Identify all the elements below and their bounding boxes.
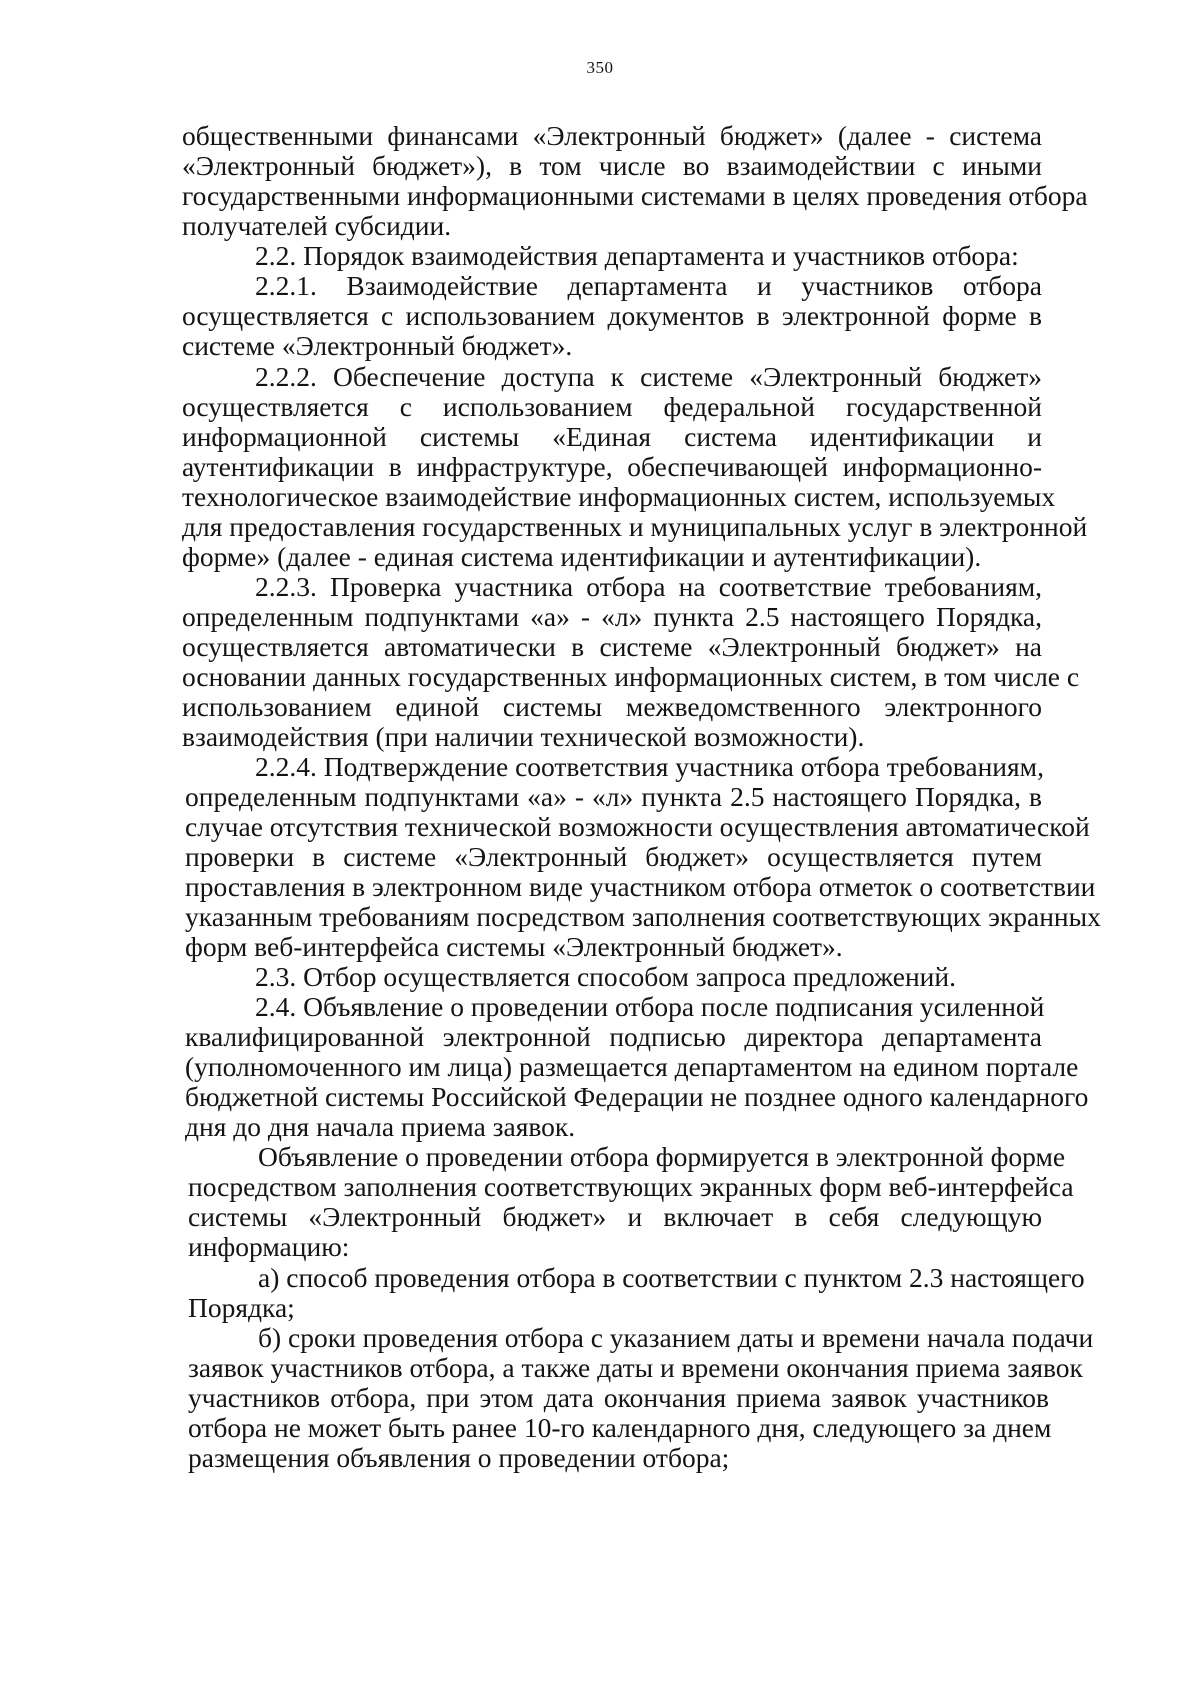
text-line: проставления в электронном виде участником отбора отметок о соответствии: [185, 871, 1096, 902]
text-line: осуществляется с использованием федеральной государственной: [182, 391, 1042, 422]
text-line: проверки в системе «Электронный бюджет» осуществляется путем: [185, 841, 1042, 872]
text-line: 2.2.1. Взаимодействие департамента и участников отбора: [255, 270, 1042, 301]
text-line: участников отбора, при этом дата окончания приема заявок участников: [188, 1382, 1049, 1413]
text-line: б) сроки проведения отбора с указанием даты и времени начала подачи: [258, 1322, 1094, 1353]
page-number: 350: [586, 58, 614, 77]
text-line: заявок участников отбора, а также даты и времени окончания приема заявок: [188, 1352, 1083, 1383]
text-line: информационной системы «Единая система идентификации и: [182, 421, 1042, 452]
text-line: осуществляется автоматически в системе «Электронный бюджет» на: [182, 631, 1042, 662]
text-line: получателей субсидии.: [182, 210, 452, 241]
text-line: 2.4. Объявление о проведении отбора после подписания усиленной: [255, 991, 1045, 1022]
text-line: технологическое взаимодействие информационных систем, используемых: [182, 481, 1056, 512]
text-line: случае отсутствия технической возможности осуществления автоматической: [185, 811, 1090, 842]
text-line: форме» (далее - единая система идентификации и аутентификации).: [182, 541, 982, 572]
text-line: взаимодействия (при наличии технической возможности).: [182, 721, 865, 752]
text-line: отбора не может быть ранее 10-го календарного дня, следующего за днем: [188, 1412, 1052, 1443]
text-line: определенным подпунктами «а» - «л» пункта 2.5 настоящего Порядка, в: [185, 781, 1042, 812]
text-line: квалифицированной электронной подписью директора департамента: [185, 1021, 1042, 1052]
text-line: размещения объявления о проведении отбора;: [188, 1442, 730, 1473]
text-line: аутентификации в инфраструктуре, обеспечивающей информационно-: [182, 451, 1042, 482]
text-line: указанным требованиям посредством заполнения соответствующих экранных: [185, 901, 1101, 932]
text-line: 2.2.4. Подтверждение соответствия участника отбора требованиям,: [255, 751, 1044, 782]
text-line: форм веб-интерфейса системы «Электронный бюджет».: [185, 931, 843, 962]
text-line: 2.2. Порядок взаимодействия департамента и участников отбора:: [255, 240, 1019, 271]
text-line: Объявление о проведении отбора формируется в электронной форме: [258, 1141, 1066, 1172]
text-line: 2.3. Отбор осуществляется способом запроса предложений.: [255, 961, 956, 992]
text-line: Порядка;: [188, 1292, 295, 1323]
text-line: 2.2.3. Проверка участника отбора на соответствие требованиям,: [255, 571, 1042, 602]
text-line: для предоставления государственных и муниципальных услуг в электронной: [182, 511, 1088, 542]
text-line: дня до дня начала приема заявок.: [185, 1111, 576, 1142]
text-line: информацию:: [188, 1231, 350, 1262]
text-line: общественными финансами «Электронный бюджет» (далее - система: [182, 120, 1042, 151]
text-line: посредством заполнения соответствующих экранных форм веб-интерфейса: [188, 1171, 1074, 1202]
text-line: системы «Электронный бюджет» и включает в себя следующую: [188, 1201, 1042, 1232]
text-line: бюджетной системы Российской Федерации не позднее одного календарного: [185, 1081, 1089, 1112]
text-line: 2.2.2. Обеспечение доступа к системе «Электронный бюджет»: [255, 361, 1042, 392]
text-line: использованием единой системы межведомственного электронного: [182, 691, 1042, 722]
text-line: государственными информационными системами в целях проведения отбора: [182, 180, 1088, 211]
text-line: осуществляется с использованием документов в электронной форме в: [182, 300, 1042, 331]
text-line: системе «Электронный бюджет».: [182, 330, 573, 361]
text-line: а) способ проведения отбора в соответствии с пунктом 2.3 настоящего: [258, 1262, 1085, 1293]
text-line: (уполномоченного им лица) размещается департаментом на едином портале: [185, 1051, 1079, 1082]
text-line: «Электронный бюджет»), в том числе во взаимодействии с иными: [182, 150, 1042, 181]
text-line: основании данных государственных информационных систем, в том числе с: [182, 661, 1080, 692]
text-line: определенным подпунктами «а» - «л» пункта 2.5 настоящего Порядка,: [182, 601, 1042, 632]
